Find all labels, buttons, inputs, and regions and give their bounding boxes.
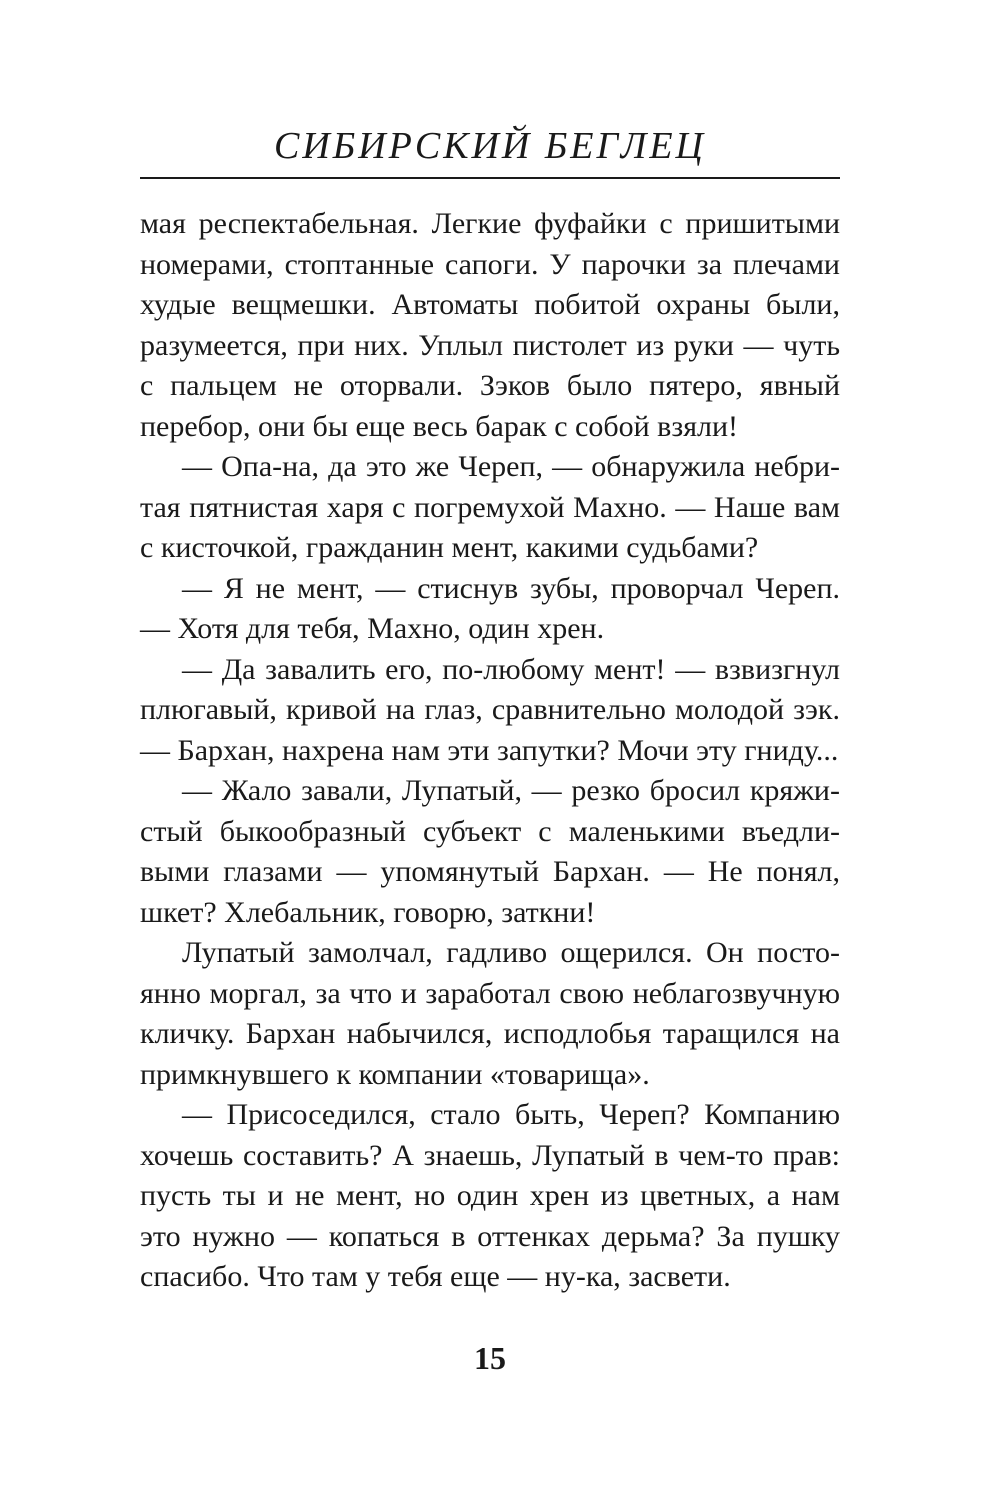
paragraph: Лупатый замолчал, гадливо ощерился. Он постоянно моргал, за что и заработал свою неблагозвучную кличку. Бархан набычился, исподлобья таращился на примкнувшего к компании «товарища».	[140, 936, 840, 1091]
running-head-title: СИБИРСКИЙ БЕГЛЕЦ	[274, 125, 706, 167]
body-text	[140, 204, 840, 1298]
header-rule	[140, 177, 840, 179]
paragraph: — Присоседился, стало быть, Череп? Компанию хочешь составить? А знаешь, Лупатый в чем-то прав: пусть ты и не мент, но один хрен из цветных, а нам это нужно — копаться в оттенках дерьма? За пушку спасибо. Что там у тебя еще — ну-ка, засвети.	[140, 1098, 840, 1293]
paragraph: — Я не мент, — стиснув зубы, проворчал Череп. — Хотя для тебя, Махно, один хрен.	[140, 571, 840, 645]
paragraph-continuation: мая респектабельная. Легкие фуфайки с пришитыми номерами, стоптанные сапоги. У парочки за плечами худые вещмешки. Автоматы побитой охраны были, разумеется, при них. Уплыл пистолет из руки — чуть с пальцем не оторвали. Зэков было пятеро, явный перебор, они бы еще весь барак с собой взяли!	[140, 207, 840, 443]
paragraph: — Да завалить его, по-любому мент! — взвизгнул плюгавый, кривой на глаз, сравнительно молодой зэк. — Бархан, нахрена нам эти запутки? Мочи эту гниду...	[140, 652, 840, 767]
paragraph: — Жало завали, Лупатый, — резко бросил кряжистый быкообразный субъект с маленькими въедливыми глазами — упомянутый Бархан. — Не понял, шкет? Хлебальник, говорю, заткни!	[140, 774, 840, 929]
page-number: 15	[474, 1340, 506, 1376]
paragraph: — Опа-на, да это же Череп, — обнаружила небритая пятнистая харя с погремухой Махно. — Наше вам с кисточкой, гражданин мент, какими судьбами?	[140, 450, 840, 564]
